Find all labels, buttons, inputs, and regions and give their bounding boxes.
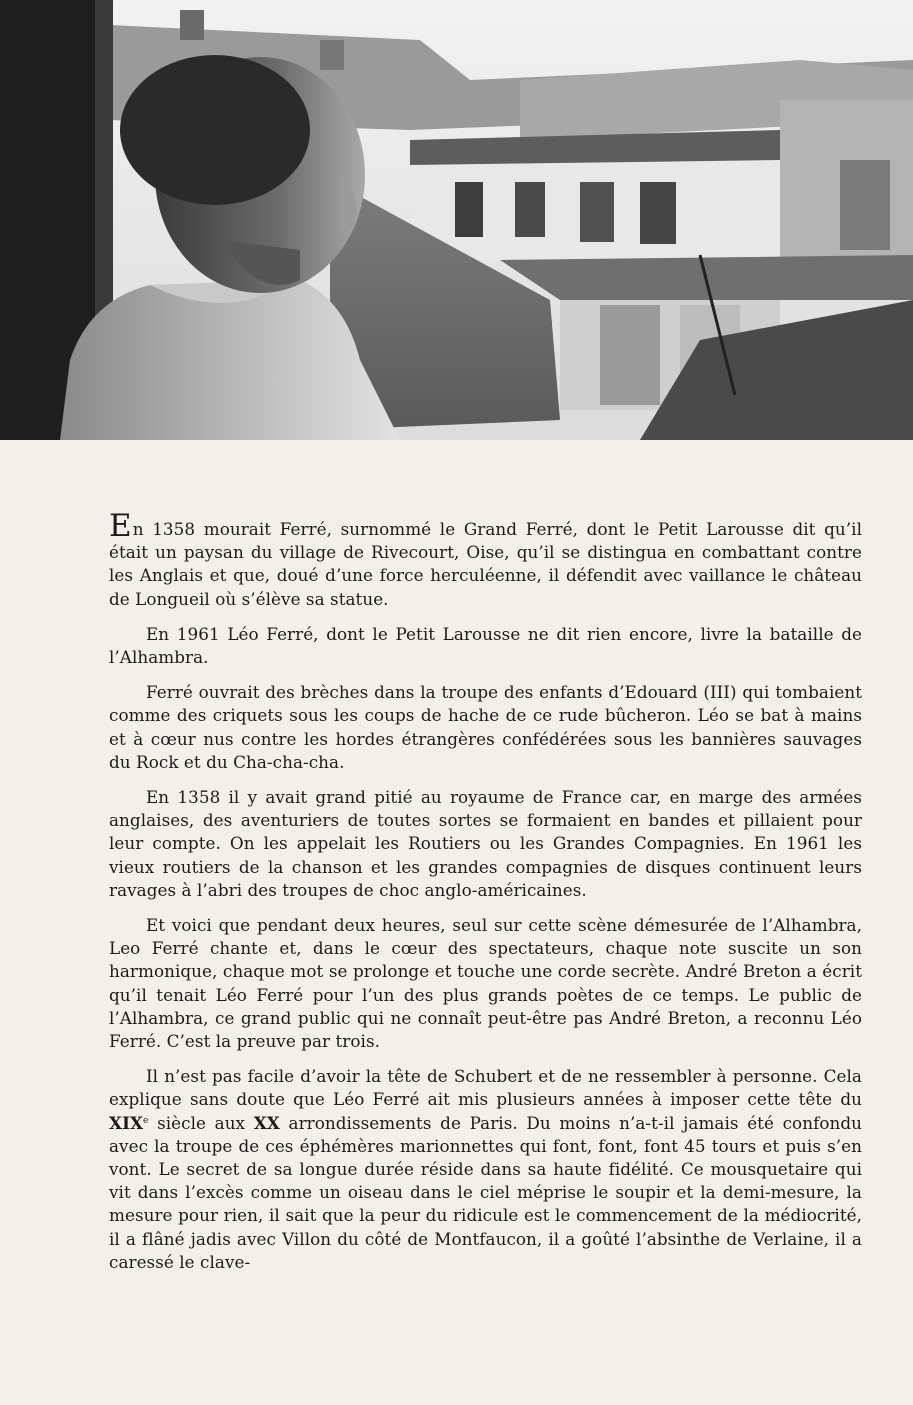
article-body bbox=[109, 508, 862, 1286]
drop-cap: E bbox=[109, 508, 132, 544]
century-superscript: e bbox=[143, 1115, 149, 1126]
paragraph-6-part3: arrondissements de Paris. Du moins n’a-t-il jamais été confondu avec la troupe de ces éphémères marionnettes qui font, font, font 45 tours et puis s’en vont. Le secret de sa longue durée réside dans sa haute fidélité. Ce mousquetaire qui vit dans l’excès comme un oiseau dans le ciel méprise le soupir et la demi-mesure, la mesure pour rien, il sait que la peur du ridicule est le commencement de la médiocrité, il a flâné jadis avec Villon du côté de Montfaucon, il a goûté l’absinthe de Verlaine, il a caressé le clave- bbox=[109, 1112, 862, 1272]
paragraph-6-part2: siècle aux bbox=[148, 1112, 254, 1133]
paragraph-6-part1: Il n’est pas facile d’avoir la tête de Schubert et de ne ressembler à personne. Cela explique sans doute que Léo Ferré ait mis plusieurs années à imposer cette tête du bbox=[109, 1066, 862, 1110]
portrait-photo bbox=[0, 0, 913, 440]
paragraph-5: Et voici que pendant deux heures, seul sur cette scène démesurée de l’Alhambra, Leo Ferré chante et, dans le cœur des spectateurs, chaque note suscite un son harmonique, chaque mot se prolonge et touche une corde secrète. André Breton a écrit qu’il tenait Léo Ferré pour l’un des plus grands poètes de ce temps. Le public de l’Alhambra, ce grand public qui ne connaît peut-être pas André Breton, a reconnu Léo Ferré. C’est la preuve par trois. bbox=[109, 915, 862, 1052]
paragraph-1 bbox=[109, 508, 862, 611]
arrondissement-numeral: XX bbox=[253, 1112, 280, 1133]
paragraph-2: En 1961 Léo Ferré, dont le Petit Larousse ne dit rien encore, livre la bataille de l’Alhambra. bbox=[109, 623, 862, 668]
century-numeral: XIX bbox=[109, 1112, 144, 1133]
paragraph-3: Ferré ouvrait des brèches dans la troupe des enfants d’Edouard (III) qui tombaient comme des criquets sous les coups de hache de ce rude bûcheron. Léo se bat à mains et à cœur nus contre les hordes étrangères confédérées sous les bannières sauvages du Rock et du Cha-cha-cha. bbox=[109, 682, 862, 772]
photo-illustration bbox=[0, 0, 913, 440]
paragraph-4: En 1358 il y avait grand pitié au royaume de France car, en marge des armées anglaises, des aventuriers de toutes sortes se formaient en bandes et pillaient pour leur compte. On les appelait les Routiers ou les Grandes Compagnies. En 1961 les vieux routiers de la chanson et les grandes compagnies de disques continuent leurs ravages à l’abri des troupes de choc anglo-américaines. bbox=[109, 787, 862, 900]
paragraph-1-text: n 1358 mourait Ferré, surnommé le Grand Ferré, dont le Petit Larousse dit qu’il était un paysan du village de Rivecourt, Oise, qu’il se distingua en combattant contre les Anglais et que, doué d’une force herculéenne, il défendit avec vaillance le château de Longueil où s’élève sa statue. bbox=[109, 519, 862, 609]
paragraph-6 bbox=[109, 1065, 862, 1274]
